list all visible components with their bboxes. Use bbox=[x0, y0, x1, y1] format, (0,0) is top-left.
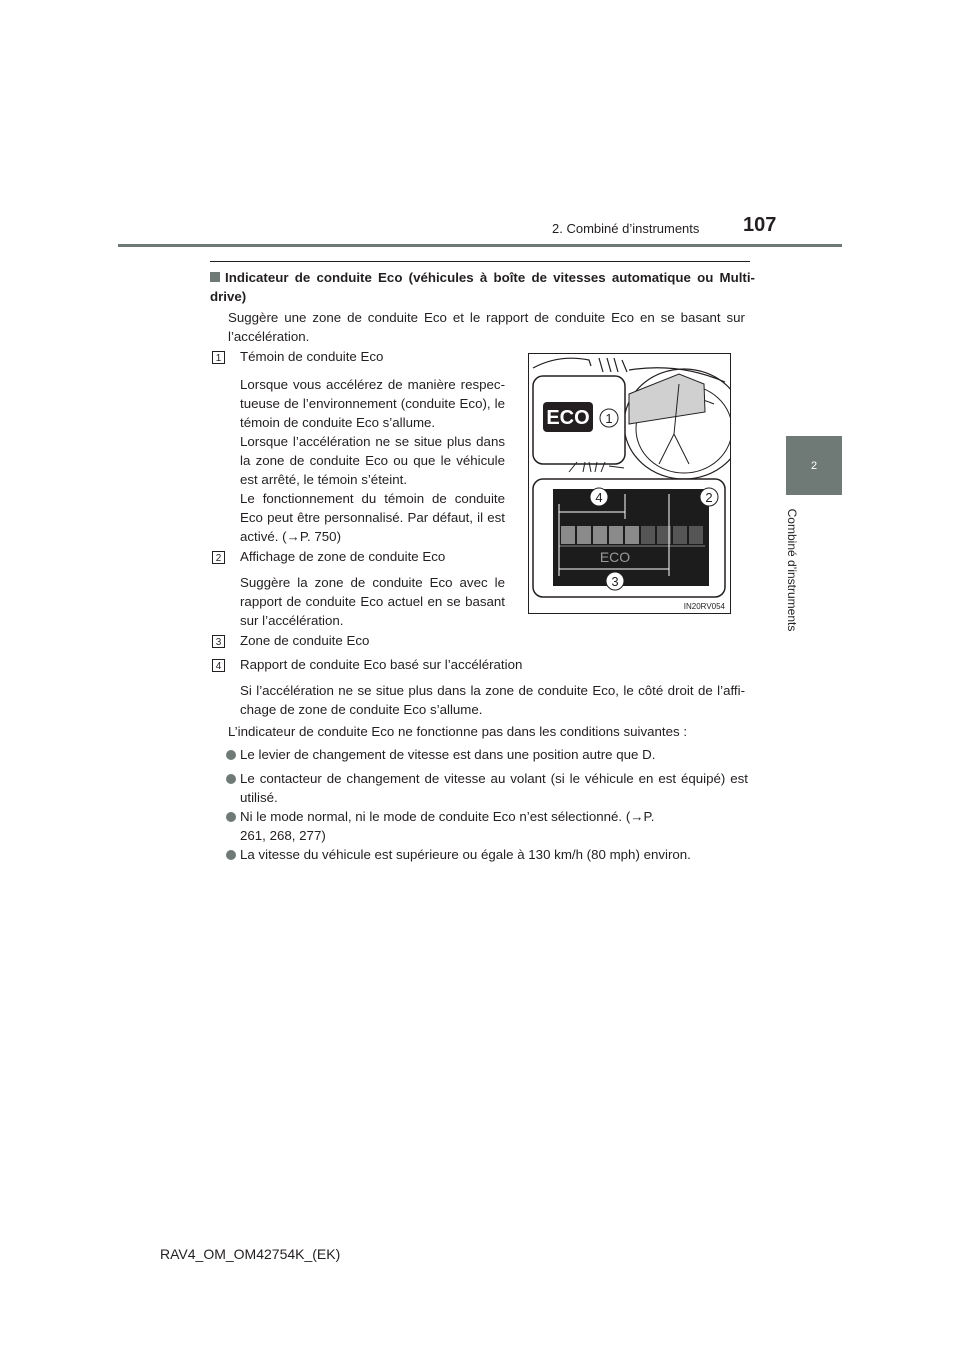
eco-bar-label: ECO bbox=[599, 549, 631, 565]
header-divider bbox=[118, 244, 842, 247]
item-label-4: Rapport de conduite Eco basé sur l’accélération bbox=[240, 657, 523, 672]
section-title: 2. Combiné d’instruments bbox=[552, 221, 700, 236]
bullet-dot-icon bbox=[226, 850, 236, 860]
bullet-dot-icon bbox=[226, 750, 236, 760]
conditions-intro: L’indicateur de conduite Eco ne fonctionne pas dans les conditions suivantes : bbox=[228, 724, 688, 739]
item-number-3: 3 bbox=[212, 635, 225, 648]
section-heading bbox=[210, 268, 755, 306]
condition-item: Le contacteur de changement de vitesse au volant (si le véhicule en est équipé) est utilisé. bbox=[240, 771, 748, 805]
callout-1: 1 bbox=[605, 411, 613, 426]
square-bullet-icon bbox=[210, 272, 220, 282]
item-number-2: 2 bbox=[212, 551, 225, 564]
item-label-2: Affichage de zone de conduite Eco bbox=[240, 549, 446, 564]
section-heading-text: Indicateur de conduite Eco (véhicules à boîte de vitesses automatique ou Multi-drive) bbox=[210, 270, 755, 304]
bullet-dot-icon bbox=[226, 774, 236, 784]
item1-paragraph: Lorsque vous accélérez de manière respec-tueuse de l’environnement (conduite Eco), le témoin de conduite Eco s’allume. bbox=[240, 377, 505, 430]
item-label-3: Zone de conduite Eco bbox=[240, 633, 370, 648]
callout-3: 3 bbox=[611, 574, 619, 589]
item-number-1: 1 bbox=[212, 351, 225, 364]
document-footer: RAV4_OM_OM42754K_(EK) bbox=[160, 1246, 341, 1262]
item-label-1: Témoin de conduite Eco bbox=[240, 349, 384, 364]
bullet-dot-icon bbox=[226, 812, 236, 822]
callout-4: 4 bbox=[595, 490, 603, 505]
eco-zone-segments bbox=[561, 526, 703, 544]
condition-item: Le levier de changement de vitesse est dans une position autre que D. bbox=[240, 747, 656, 762]
chapter-tab-label: Combiné d’instruments bbox=[785, 508, 799, 632]
condition-item: Ni le mode normal, ni le mode de conduite Eco n’est sélectionné. (→P. 261, 268, 277) bbox=[240, 809, 655, 843]
page-number: 107 bbox=[743, 214, 777, 236]
item4-paragraph: Si l’accélération ne se situe plus dans la zone de conduite Eco, le côté droit de l’affi-chage de zone de conduite Eco s’allume. bbox=[240, 683, 745, 717]
figure-code: IN20RV054 bbox=[683, 602, 725, 611]
eco-indicator-illustration bbox=[529, 354, 730, 613]
eco-indicator-figure bbox=[528, 353, 731, 614]
chapter-tab-number: 2 bbox=[810, 459, 818, 472]
item2-paragraph: Suggère la zone de conduite Eco avec le rapport de conduite Eco actuel en se basant sur l’accélération. bbox=[240, 575, 505, 628]
intro-paragraph: Suggère une zone de conduite Eco et le rapport de conduite Eco en se basant sur l’accélération. bbox=[228, 310, 745, 344]
heading-rule bbox=[210, 261, 750, 262]
condition-item: La vitesse du véhicule est supérieure ou égale à 130 km/h (80 mph) environ. bbox=[240, 847, 691, 862]
item1-paragraph: Lorsque l’accélération ne se situe plus dans la zone de conduite Eco ou que le véhicule est arrêté, le témoin s’éteint. bbox=[240, 434, 505, 487]
item1-paragraph: Le fonctionnement du témoin de conduite Eco peut être personnalisé. Par défaut, il est activé. (→P. 750) bbox=[240, 491, 505, 544]
callout-2: 2 bbox=[705, 490, 713, 505]
eco-badge-text: ECO bbox=[546, 407, 590, 429]
item-number-4: 4 bbox=[212, 659, 225, 672]
